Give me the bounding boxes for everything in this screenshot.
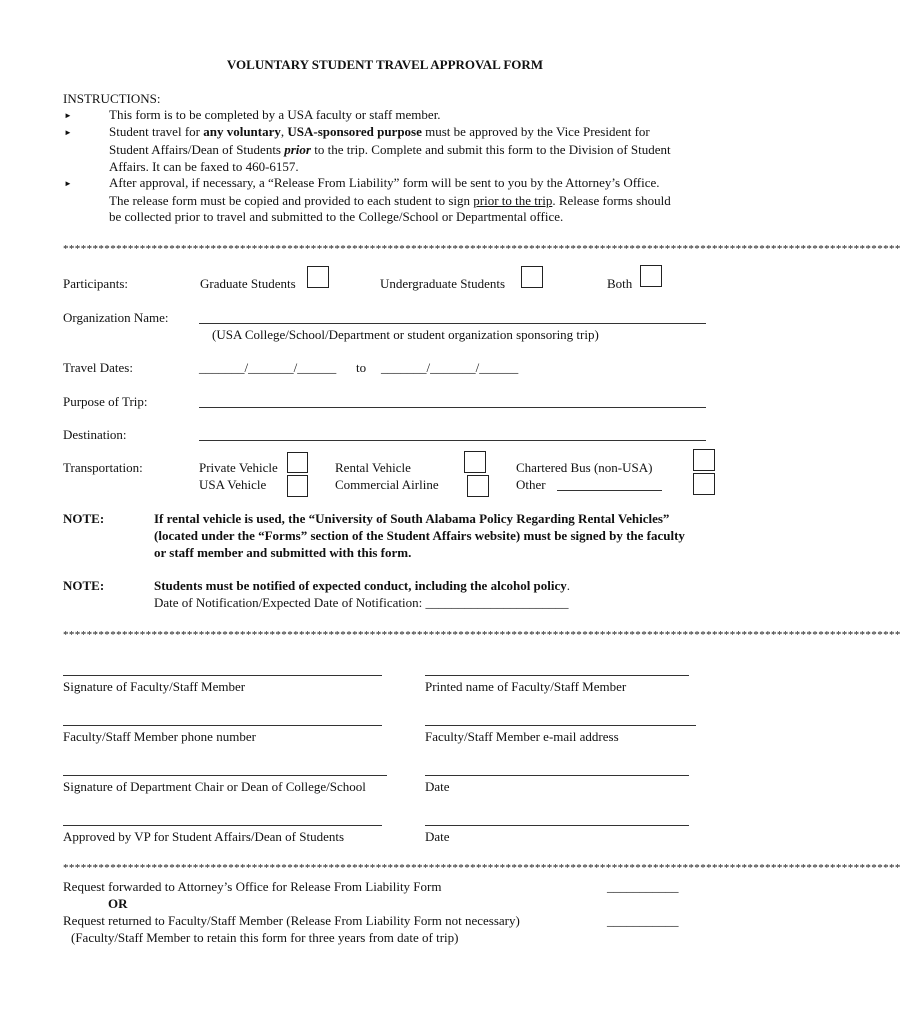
chair-date-field[interactable] — [425, 775, 689, 776]
form-title: VOLUNTARY STUDENT TRAVEL APPROVAL FORM — [226, 57, 544, 72]
participants-label: Participants: — [63, 276, 128, 291]
separator-stars: ********************************************************************************************************************************************** — [63, 243, 901, 255]
vp-approval-field[interactable] — [63, 825, 382, 826]
note-1-label: NOTE: — [63, 511, 105, 526]
note-1-line3: or staff member and submitted with this form. — [154, 545, 412, 560]
purpose-label: Purpose of Trip: — [63, 394, 148, 409]
instruction-2-line2: Student Affairs/Dean of Students prior to the trip. Complete and submit this form to the Division of Student — [109, 142, 671, 157]
vp-date-label: Date — [425, 829, 450, 844]
organization-name-hint: (USA College/School/Department or student organization sponsoring trip) — [212, 327, 599, 342]
faculty-signature-field[interactable] — [63, 675, 382, 676]
commercial-airline-checkbox[interactable] — [467, 475, 489, 497]
email-field[interactable] — [425, 725, 696, 726]
chartered-bus-label: Chartered Bus (non-USA) — [516, 460, 653, 475]
returned-field[interactable]: ___________ — [607, 913, 679, 928]
chair-signature-field[interactable] — [63, 775, 387, 776]
rental-vehicle-label: Rental Vehicle — [335, 460, 411, 475]
undergraduate-students-checkbox[interactable] — [521, 266, 543, 288]
note-2-label: NOTE: — [63, 578, 105, 593]
separator-stars: ********************************************************************************************************************************************** — [63, 862, 901, 874]
organization-name-label: Organization Name: — [63, 310, 169, 325]
usa-vehicle-checkbox[interactable] — [287, 475, 308, 497]
destination-label: Destination: — [63, 427, 127, 442]
bullet-icon: ► — [64, 179, 72, 188]
or-label: OR — [108, 896, 128, 911]
graduate-students-label: Graduate Students — [200, 276, 296, 291]
chair-date-label: Date — [425, 779, 450, 794]
email-label: Faculty/Staff Member e-mail address — [425, 729, 619, 744]
note-1-line1: If rental vehicle is used, the “University of South Alabama Policy Regarding Rental Vehicles” — [154, 511, 670, 526]
travel-date-to-field[interactable]: _______/_______/______ — [381, 360, 519, 375]
vp-approval-label: Approved by VP for Student Affairs/Dean of Students — [63, 829, 345, 844]
printed-name-label: Printed name of Faculty/Staff Member — [425, 679, 627, 694]
printed-name-field[interactable] — [425, 675, 689, 676]
other-transport-field[interactable] — [557, 490, 662, 491]
instruction-2-line3: Affairs. It can be faxed to 460-6157. — [109, 159, 299, 174]
rental-vehicle-checkbox[interactable] — [464, 451, 486, 473]
note-2-line1: Students must be notified of expected conduct, including the alcohol policy. — [154, 578, 571, 593]
graduate-students-checkbox[interactable] — [307, 266, 329, 288]
travel-dates-label: Travel Dates: — [63, 360, 133, 375]
bullet-icon: ► — [64, 128, 72, 137]
instructions-heading: INSTRUCTIONS: — [63, 91, 161, 106]
instruction-3-line2: The release form must be copied and provided to each student to sign prior to the trip. Release forms should — [109, 193, 671, 208]
destination-field[interactable] — [199, 440, 706, 441]
private-vehicle-label: Private Vehicle — [199, 460, 278, 475]
other-checkbox[interactable] — [693, 473, 715, 495]
instruction-2-line1: Student travel for any voluntary, USA-sponsored purpose must be approved by the Vice President for — [109, 124, 650, 139]
note-1-line2: (located under the “Forms” section of the Student Affairs website) must be signed by the faculty — [154, 528, 685, 543]
bullet-icon: ► — [64, 111, 72, 120]
usa-vehicle-label: USA Vehicle — [199, 477, 267, 492]
instruction-3-line3: be collected prior to travel and submitted to the College/School or Departmental office. — [109, 209, 564, 224]
purpose-field[interactable] — [199, 407, 706, 408]
notification-date-field[interactable]: Date of Notification/Expected Date of Notification: ______________________ — [154, 595, 569, 610]
separator-stars: ********************************************************************************************************************************************** — [63, 629, 901, 641]
faculty-signature-label: Signature of Faculty/Staff Member — [63, 679, 246, 694]
phone-label: Faculty/Staff Member phone number — [63, 729, 256, 744]
travel-dates-to-word: to — [356, 360, 367, 375]
both-label: Both — [607, 276, 633, 291]
forwarded-field[interactable]: ___________ — [607, 879, 679, 894]
both-checkbox[interactable] — [640, 265, 662, 287]
instruction-1: This form is to be completed by a USA faculty or staff member. — [109, 107, 441, 122]
instruction-3-line1: After approval, if necessary, a “Release From Liability” form will be sent to you by the Attorney’s Office. — [109, 175, 660, 190]
returned-label: Request returned to Faculty/Staff Member (Release From Liability Form not necessary) — [63, 913, 520, 928]
chartered-bus-checkbox[interactable] — [693, 449, 715, 471]
travel-date-from-field[interactable]: _______/_______/______ — [199, 360, 337, 375]
phone-field[interactable] — [63, 725, 382, 726]
transportation-label: Transportation: — [63, 460, 143, 475]
organization-name-field[interactable] — [199, 323, 706, 324]
private-vehicle-checkbox[interactable] — [287, 452, 308, 473]
other-label: Other — [516, 477, 546, 492]
vp-date-field[interactable] — [425, 825, 689, 826]
forwarded-label: Request forwarded to Attorney’s Office for Release From Liability Form — [63, 879, 442, 894]
chair-signature-label: Signature of Department Chair or Dean of College/School — [63, 779, 366, 794]
undergraduate-students-label: Undergraduate Students — [380, 276, 506, 291]
commercial-airline-label: Commercial Airline — [335, 477, 439, 492]
retain-note: (Faculty/Staff Member to retain this form for three years from date of trip) — [71, 930, 459, 945]
